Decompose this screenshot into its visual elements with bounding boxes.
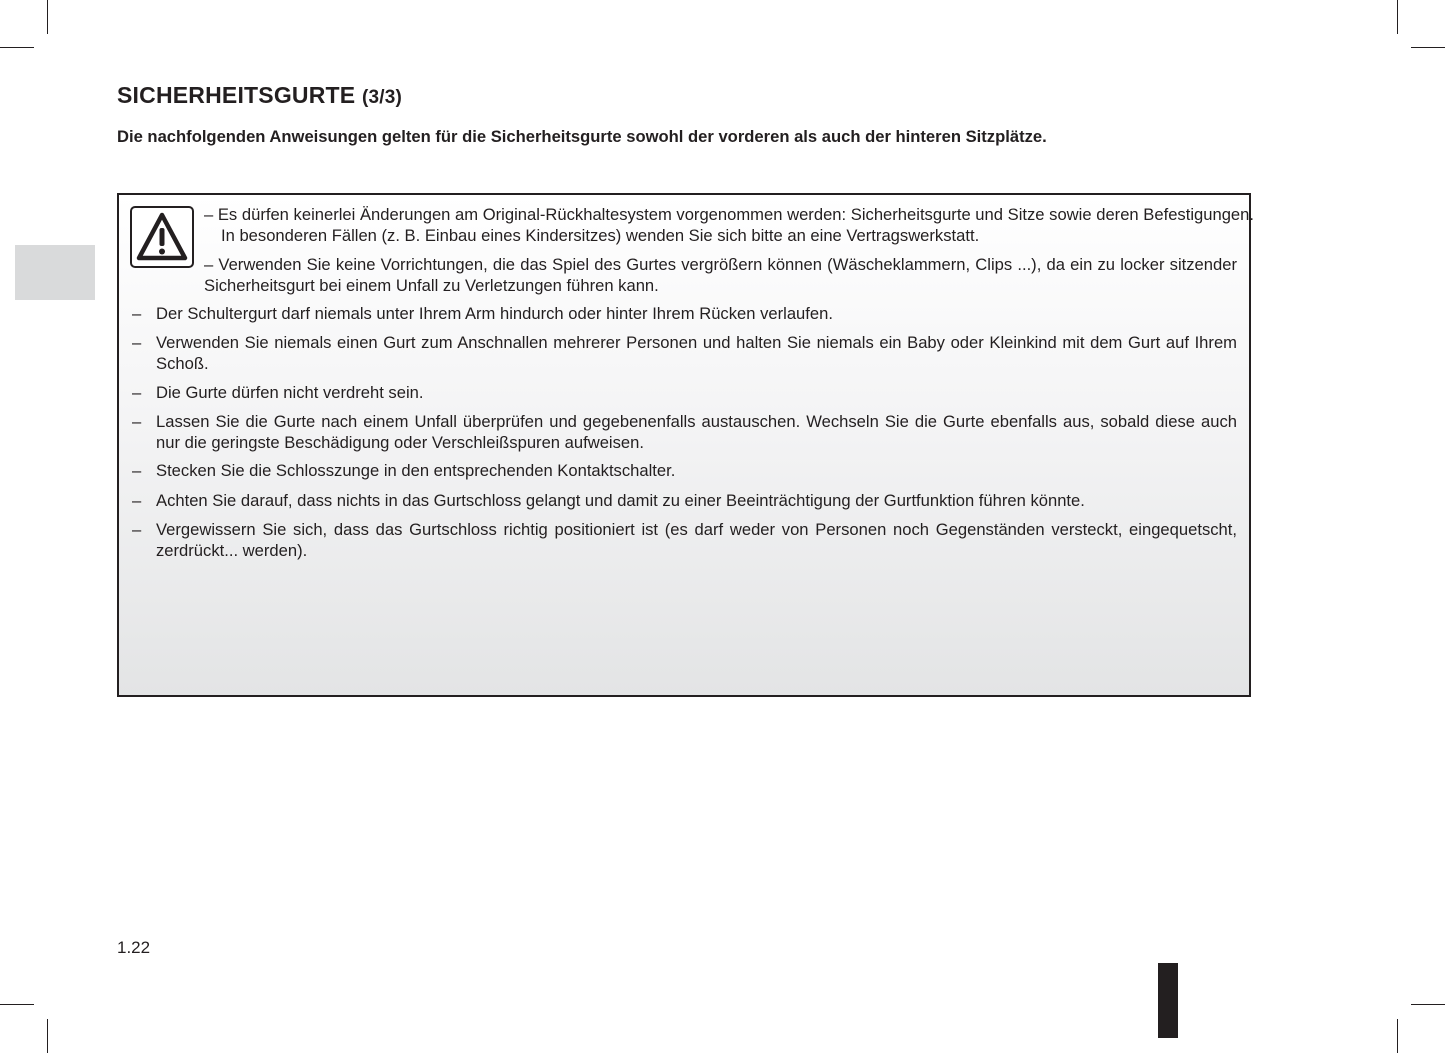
list-item-text: Vergewissern Sie sich, dass das Gurtschloss richtig positioniert ist (es darf weder von Personen noch Gegenständen versteckt, eingequetscht, zerdrückt... werden). [156,520,1237,560]
list-item-text: Achten Sie darauf, dass nichts in das Gurtschloss gelangt und damit zu einer Beeinträchtigung der Gurtfunktion führen könnte. [156,491,1085,510]
title-text: SICHERHEITSGURTE [117,82,356,108]
dash: – [132,333,142,352]
list-item [132,383,1237,404]
page-title [117,82,402,109]
warning-paragraph: – Verwenden Sie keine Vorrichtungen, die das Spiel des Gurtes vergrößern können (Wäscheklammern, Clips ...), da ein zu locker sitzender Sicherheitsgurt bei einem Unfall zu Verletzungen führen kann. [204,255,1237,295]
dash: – [132,491,142,510]
list-item [132,461,1237,482]
crop-mark [1397,0,1398,34]
warning-box [117,193,1254,697]
warning-paragraph: – Es dürfen keinerlei Änderungen am Original-Rückhaltesystem vorgenommen werden: Sicherheitsgurte und Sitze sowie deren Befestigungen. In besonderen Fällen (z. B. Einbau eines Kindersitzes) wenden Sie sich bitte an eine Vertragswerkstatt. [204,205,1254,245]
list-item [132,333,1237,374]
dash: – [132,461,142,480]
list-item [132,520,1237,561]
list-item-text: Der Schultergurt darf niemals unter Ihrem Arm hindurch oder hinter Ihrem Rücken verlaufen. [156,304,833,323]
section-tab [15,245,95,300]
intro-text: Die nachfolgenden Anweisungen gelten für die Sicherheitsgurte sowohl der vorderen als auch der hinteren Sitzplätze. [117,127,1047,146]
list-item-text: Lassen Sie die Gurte nach einem Unfall überprüfen und gegebenenfalls austauschen. Wechseln Sie die Gurte ebenfalls aus, sobald diese auch nur die geringste Beschädigung oder Verschleißspuren aufweisen. [156,412,1237,452]
dash: – [132,520,142,539]
dash: – [132,383,142,402]
list-item-text: Die Gurte dürfen nicht verdreht sein. [156,383,424,402]
crop-mark [1411,1004,1445,1005]
list-item-text: Verwenden Sie niemals einen Gurt zum Anschnallen mehrerer Personen und halten Sie niemals ein Baby oder Kleinkind mit dem Gurt auf Ihrem Schoß. [156,333,1237,373]
dash: – [132,304,142,323]
dash: – [132,412,142,431]
crop-mark [1411,47,1445,48]
list-item [132,304,1237,325]
crop-mark [0,1004,34,1005]
crop-mark [47,0,48,34]
list-item-text: Stecken Sie die Schlosszunge in den entsprechenden Kontaktschalter. [156,461,676,480]
crop-mark [0,47,34,48]
page-number: 1.22 [117,938,151,957]
title-suffix: (3/3) [361,87,403,108]
list-item [132,491,1237,512]
list-item [132,412,1237,453]
crop-mark [47,1019,48,1053]
thumb-index-marker [1158,963,1178,1038]
crop-mark [1397,1019,1398,1053]
warning-triangle-icon [130,206,194,268]
